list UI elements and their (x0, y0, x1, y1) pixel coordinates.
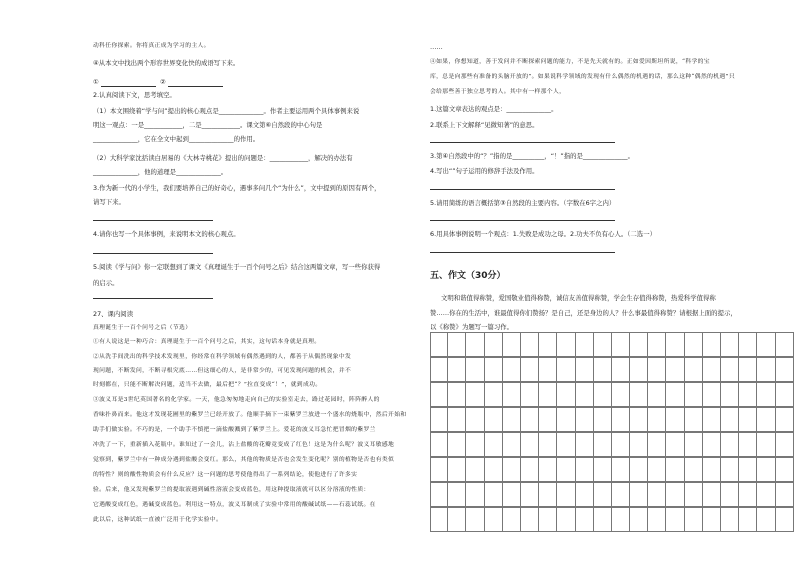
writing-cell[interactable] (430, 332, 448, 357)
writing-cell[interactable] (576, 382, 594, 407)
writing-cell[interactable] (576, 507, 594, 532)
writing-cell[interactable] (648, 332, 666, 357)
writing-cell[interactable] (557, 332, 575, 357)
writing-cell[interactable] (594, 482, 612, 507)
passage-paragraph-3-line6: 的特性？则的酸性物质会有什么反应？这一问题的思考使他得出了一系列结论，使他进行了许多实 (93, 472, 358, 478)
writing-cell[interactable] (503, 432, 521, 457)
writing-cell[interactable] (485, 432, 503, 457)
writing-cell[interactable] (466, 507, 484, 532)
writing-cell[interactable] (757, 332, 775, 357)
writing-cell[interactable] (648, 382, 666, 407)
passage-paragraph-3-line8: 它遇酸变成红色，遇碱变成蓝色。利用这一特点，波义耳制成了实验中常用的酸碱试纸——石蕊试纸。在 (93, 502, 376, 508)
writing-cell[interactable] (648, 357, 666, 382)
writing-cell[interactable] (430, 457, 448, 482)
writing-cell[interactable] (448, 382, 466, 407)
writing-cell[interactable] (757, 382, 775, 407)
answer-blank[interactable] (430, 189, 615, 190)
writing-cell[interactable] (557, 407, 575, 432)
writing-cell[interactable] (630, 482, 648, 507)
writing-cell[interactable] (539, 407, 557, 432)
question-5-line2: 的启示。 (93, 279, 119, 287)
passage-paragraph-3-line7: 验。后来，他又发现紫罗兰的提取液遇到碱性溶液会变成蓝色，用这种提取液就可以区分溶液的性质： (93, 487, 370, 493)
writing-cell[interactable] (594, 407, 612, 432)
writing-cell[interactable] (503, 382, 521, 407)
writing-cell[interactable] (430, 482, 448, 507)
writing-cell[interactable] (666, 407, 684, 432)
writing-cell[interactable] (685, 432, 703, 457)
writing-cell[interactable] (576, 457, 594, 482)
writing-cell[interactable] (521, 457, 539, 482)
writing-cell[interactable] (466, 357, 484, 382)
writing-cell[interactable] (612, 382, 630, 407)
section-27-title: 27、课内阅读 (93, 310, 134, 318)
answer-blank[interactable] (430, 220, 615, 221)
writing-cell[interactable] (503, 332, 521, 357)
writing-cell[interactable] (594, 382, 612, 407)
answer-blank[interactable] (430, 142, 615, 143)
writing-cell[interactable] (666, 432, 684, 457)
writing-cell[interactable] (576, 482, 594, 507)
writing-cell[interactable] (685, 507, 703, 532)
writing-cell[interactable] (648, 507, 666, 532)
writing-cell[interactable] (648, 457, 666, 482)
writing-cell[interactable] (466, 432, 484, 457)
writing-cell[interactable] (630, 332, 648, 357)
writing-cell[interactable] (685, 407, 703, 432)
passage-paragraph-3-line3: 助手们做实验。不巧的是，一个助手不慎把一滴盐酸溅到了紫罗兰上。爱花的波义耳急忙把冒烟的紫罗兰 (93, 427, 376, 433)
writing-cell[interactable] (721, 457, 739, 482)
writing-cell[interactable] (539, 357, 557, 382)
question-2-1-line1: （1）本文围绕着“学与问”提出的核心观点是______________。作者主要运用两个具体事例来说 (93, 107, 360, 115)
writing-cell[interactable] (685, 382, 703, 407)
writing-cell[interactable] (685, 457, 703, 482)
writing-cell[interactable] (703, 432, 721, 457)
writing-cell[interactable] (594, 457, 612, 482)
writing-cell[interactable] (703, 482, 721, 507)
passage-paragraph-4-line1: ④如果，你想知道，善于发问并不断探索问题的能力，不是先天就有的。正如爱因斯坦所说，“科学的宝 (430, 59, 710, 65)
writing-cell[interactable] (685, 482, 703, 507)
writing-cell[interactable] (648, 407, 666, 432)
passage-paragraph-3-line5: 觉察到，紫罗兰中有一种成分遇到盐酸会变红。那么，其他的物质是否也会发生变化呢？别的植物是否也有类似 (93, 457, 395, 463)
writing-cell[interactable] (503, 457, 521, 482)
writing-cell[interactable] (485, 382, 503, 407)
writing-cell[interactable] (739, 432, 757, 457)
passage-paragraph-2-line1: ②从洗手间洗出的科学技术发现里，你经常在科学领域有偶然遇到的人，都善于从偶然现象中发 (93, 354, 352, 360)
writing-cell[interactable] (539, 432, 557, 457)
writing-cell[interactable] (721, 432, 739, 457)
writing-cell[interactable] (666, 332, 684, 357)
composition-heading: 五、作文（30分） (430, 271, 506, 281)
question-2-1-line3: ______________，它在全文中起到______________的作用。 (93, 135, 260, 143)
writing-cell[interactable] (539, 382, 557, 407)
idiom-label-2: ② (160, 78, 166, 86)
writing-cell[interactable] (485, 332, 503, 357)
writing-cell[interactable] (430, 507, 448, 532)
writing-cell[interactable] (757, 507, 775, 532)
writing-cell[interactable] (448, 482, 466, 507)
passage-paragraph-3-line4: 冲洗了一下，重新插入花瓶中。谁知过了一会儿，沾上盐酸的花瓣竟变成了红色！这是为什么呢？波义耳敏感地 (93, 442, 395, 448)
question-r6: 6.用具体事例说明一个观点：1.失败是成功之母。2.功夫不负有心人。（二选一） (430, 230, 656, 238)
writing-cell[interactable] (485, 357, 503, 382)
idiom-label-1: ① (93, 78, 99, 86)
composition-prompt-line2: 赞……你在的生活中，谁最值得你们赞扬？是自己，还是身边的人？什么事最值得称赞？请根据上面的提示， (430, 309, 737, 317)
writing-cell[interactable] (557, 507, 575, 532)
composition-prompt-line3: 以《称赞》为题写一篇习作。 (430, 323, 514, 331)
question-2-1-line2: 明这一观点：一是____________，二是____________。课文第⑥自然段的中心句是 (93, 121, 323, 129)
intro-tail: 动科任你探索。你将真正成为学习的主人。 (93, 43, 210, 49)
writing-cell[interactable] (557, 457, 575, 482)
question-2: 2.认真阅读下文，思考填空。 (93, 91, 176, 99)
passage-paragraph-3-line2: 香味扑鼻而来。他这才发现花圃里的紫罗兰已经开放了。他顺手摘下一束紫罗兰放进一个盛水的烧瓶中，然后开始和 (93, 412, 407, 418)
writing-cell[interactable] (594, 357, 612, 382)
writing-cell[interactable] (739, 457, 757, 482)
writing-cell[interactable] (721, 482, 739, 507)
writing-cell[interactable] (521, 357, 539, 382)
writing-cell[interactable] (448, 507, 466, 532)
writing-cell[interactable] (485, 457, 503, 482)
question-r4: 4.写出“”句子运用的修辞手法及作用。 (430, 167, 539, 175)
writing-cell[interactable] (448, 457, 466, 482)
writing-cell[interactable] (466, 457, 484, 482)
writing-cell[interactable] (594, 432, 612, 457)
writing-cell[interactable] (557, 382, 575, 407)
passage-paragraph-3-line1: ③波义耳是3世纪英国著名的化学家。一天，他急匆匆地走向自己的实验室走去，路过花园时，阵阵醉人的 (93, 397, 380, 403)
writing-cell[interactable] (630, 407, 648, 432)
writing-cell[interactable] (703, 507, 721, 532)
answer-blank[interactable] (93, 253, 213, 254)
writing-cell[interactable] (630, 507, 648, 532)
writing-cell[interactable] (594, 507, 612, 532)
writing-grid[interactable] (430, 332, 794, 532)
ellipsis: …… (430, 43, 443, 51)
writing-cell[interactable] (539, 332, 557, 357)
writing-cell[interactable] (485, 407, 503, 432)
writing-cell[interactable] (739, 382, 757, 407)
writing-cell[interactable] (612, 507, 630, 532)
answer-blank[interactable] (430, 252, 615, 253)
writing-cell[interactable] (776, 407, 794, 432)
writing-cell[interactable] (612, 357, 630, 382)
writing-cell[interactable] (503, 407, 521, 432)
writing-cell[interactable] (666, 507, 684, 532)
writing-cell[interactable] (485, 507, 503, 532)
writing-cell[interactable] (776, 432, 794, 457)
writing-cell[interactable] (757, 357, 775, 382)
writing-cell[interactable] (466, 407, 484, 432)
question-r5: 5.请用简练的语言概括第③自然段的主要内容。（字数在6字之内） (430, 199, 616, 207)
writing-cell[interactable] (721, 332, 739, 357)
writing-cell[interactable] (430, 407, 448, 432)
writing-cell[interactable] (557, 432, 575, 457)
question-r3: 3.第④自然段中的“？”指的是__________，“！”指的是______________。 (430, 152, 635, 160)
writing-cell[interactable] (557, 482, 575, 507)
writing-cell[interactable] (503, 507, 521, 532)
writing-cell[interactable] (703, 407, 721, 432)
writing-cell[interactable] (648, 482, 666, 507)
writing-cell[interactable] (739, 482, 757, 507)
writing-cell[interactable] (448, 407, 466, 432)
writing-cell[interactable] (448, 357, 466, 382)
writing-cell[interactable] (666, 357, 684, 382)
writing-cell[interactable] (776, 482, 794, 507)
writing-cell[interactable] (503, 482, 521, 507)
writing-cell[interactable] (776, 457, 794, 482)
writing-cell[interactable] (757, 432, 775, 457)
writing-cell[interactable] (685, 357, 703, 382)
writing-cell[interactable] (430, 382, 448, 407)
writing-cell[interactable] (648, 432, 666, 457)
writing-cell[interactable] (776, 382, 794, 407)
writing-cell[interactable] (630, 457, 648, 482)
writing-cell[interactable] (485, 482, 503, 507)
writing-cell[interactable] (739, 507, 757, 532)
writing-cell[interactable] (576, 332, 594, 357)
writing-cell[interactable] (521, 432, 539, 457)
writing-cell[interactable] (612, 332, 630, 357)
writing-cell[interactable] (739, 357, 757, 382)
writing-cell[interactable] (703, 332, 721, 357)
writing-cell[interactable] (521, 507, 539, 532)
composition-prompt-line1: 文明和谐值得称赞，爱国敬业值得称赞，诚信友善值得称赞，学会生存值得称赞，热爱科学值得称 (441, 294, 716, 302)
writing-cell[interactable] (466, 482, 484, 507)
writing-cell[interactable] (430, 432, 448, 457)
passage-paragraph-2-line3: 时刻都在，只能不断解决问题，适当不去做，最后把“？”拉直变成“！”，就到成功。 (93, 382, 322, 388)
passage-paragraph-2-line2: 现问题，不断发问，不断寻根究底……但这细心的人，是非常少的，可见发现问题的机会，并不 (93, 368, 352, 374)
answer-blank[interactable] (93, 220, 213, 221)
question-r1: 1.这篇文章表达的观点是：______________。 (430, 105, 558, 113)
passage-title: 真理诞生于一百个问号之后（节选） (93, 325, 192, 331)
writing-cell[interactable] (739, 332, 757, 357)
writing-cell[interactable] (612, 482, 630, 507)
writing-cell[interactable] (703, 357, 721, 382)
writing-cell[interactable] (685, 332, 703, 357)
answer-blank[interactable] (168, 86, 223, 87)
writing-cell[interactable] (521, 407, 539, 432)
writing-cell[interactable] (521, 482, 539, 507)
writing-cell[interactable] (721, 357, 739, 382)
passage-paragraph-1: ①有人说这是一种巧合：真理诞生于一百个问号之后，其实，这句话本身就是真理。 (93, 339, 321, 345)
writing-cell[interactable] (757, 482, 775, 507)
writing-cell[interactable] (630, 432, 648, 457)
writing-cell[interactable] (594, 332, 612, 357)
writing-cell[interactable] (721, 382, 739, 407)
writing-cell[interactable] (503, 357, 521, 382)
answer-blank[interactable] (93, 298, 213, 299)
question-3-line1: 3.作为新一代的小学生，我们要培养自己的好奇心，遇事多问几个“为什么”，文中提到的原因有两个， (93, 184, 381, 192)
writing-cell[interactable] (612, 432, 630, 457)
writing-cell[interactable] (703, 382, 721, 407)
writing-cell[interactable] (557, 357, 575, 382)
question-2-2-line1: （2）大科学家沈括读白居易的《大林寺桃花》提出的问题是：____________，解决的办法有 (93, 154, 353, 162)
question-4: 4.请你也写一个具体事例，来说明本文的核心观点。 (93, 230, 240, 238)
writing-cell[interactable] (703, 457, 721, 482)
writing-cell[interactable] (466, 382, 484, 407)
writing-cell[interactable] (576, 407, 594, 432)
writing-cell[interactable] (521, 382, 539, 407)
writing-cell[interactable] (612, 457, 630, 482)
writing-cell[interactable] (430, 357, 448, 382)
writing-cell[interactable] (776, 332, 794, 357)
answer-blank[interactable] (101, 86, 156, 87)
writing-cell[interactable] (448, 432, 466, 457)
writing-cell[interactable] (757, 407, 775, 432)
question-5-line1: 5.阅读《学与问》你一定联想到了课文《真理诞生于一百个问号之后》结合这两篇文章，写一些你获得 (93, 263, 381, 271)
writing-cell[interactable] (539, 507, 557, 532)
question-idioms: ④从本文中找出两个形容世界变化快的成语写下来。 (93, 59, 240, 67)
question-r2: 2.联系上下文解释“见微知著”的意思。 (430, 121, 539, 129)
writing-cell[interactable] (630, 357, 648, 382)
writing-cell[interactable] (576, 432, 594, 457)
writing-cell[interactable] (539, 457, 557, 482)
writing-cell[interactable] (539, 482, 557, 507)
passage-paragraph-3-line9: 此以后，这种试纸一直被广泛用于化学实验中。 (93, 517, 223, 523)
writing-cell[interactable] (721, 407, 739, 432)
writing-cell[interactable] (612, 407, 630, 432)
writing-cell[interactable] (739, 407, 757, 432)
writing-cell[interactable] (721, 507, 739, 532)
writing-cell[interactable] (776, 507, 794, 532)
question-2-2-line2: ______________，他的道理是______________。 (93, 168, 228, 176)
writing-cell[interactable] (448, 332, 466, 357)
writing-cell[interactable] (757, 457, 775, 482)
writing-cell[interactable] (576, 357, 594, 382)
writing-cell[interactable] (666, 382, 684, 407)
writing-cell[interactable] (776, 357, 794, 382)
passage-paragraph-4-line2: 库，总是向那些有准备的头脑开放的”。如果说科学领域的发现有什么偶然的机遇的话，那么这种“偶然的机遇”只 (430, 74, 735, 80)
writing-cell[interactable] (666, 482, 684, 507)
writing-cell[interactable] (521, 332, 539, 357)
writing-cell[interactable] (466, 332, 484, 357)
question-3-line2: 请写下来。 (93, 198, 125, 206)
writing-cell[interactable] (666, 457, 684, 482)
passage-paragraph-4-line3: 会给那些善于独立思考的人。其中有一样那个人， (430, 89, 566, 95)
writing-cell[interactable] (630, 382, 648, 407)
